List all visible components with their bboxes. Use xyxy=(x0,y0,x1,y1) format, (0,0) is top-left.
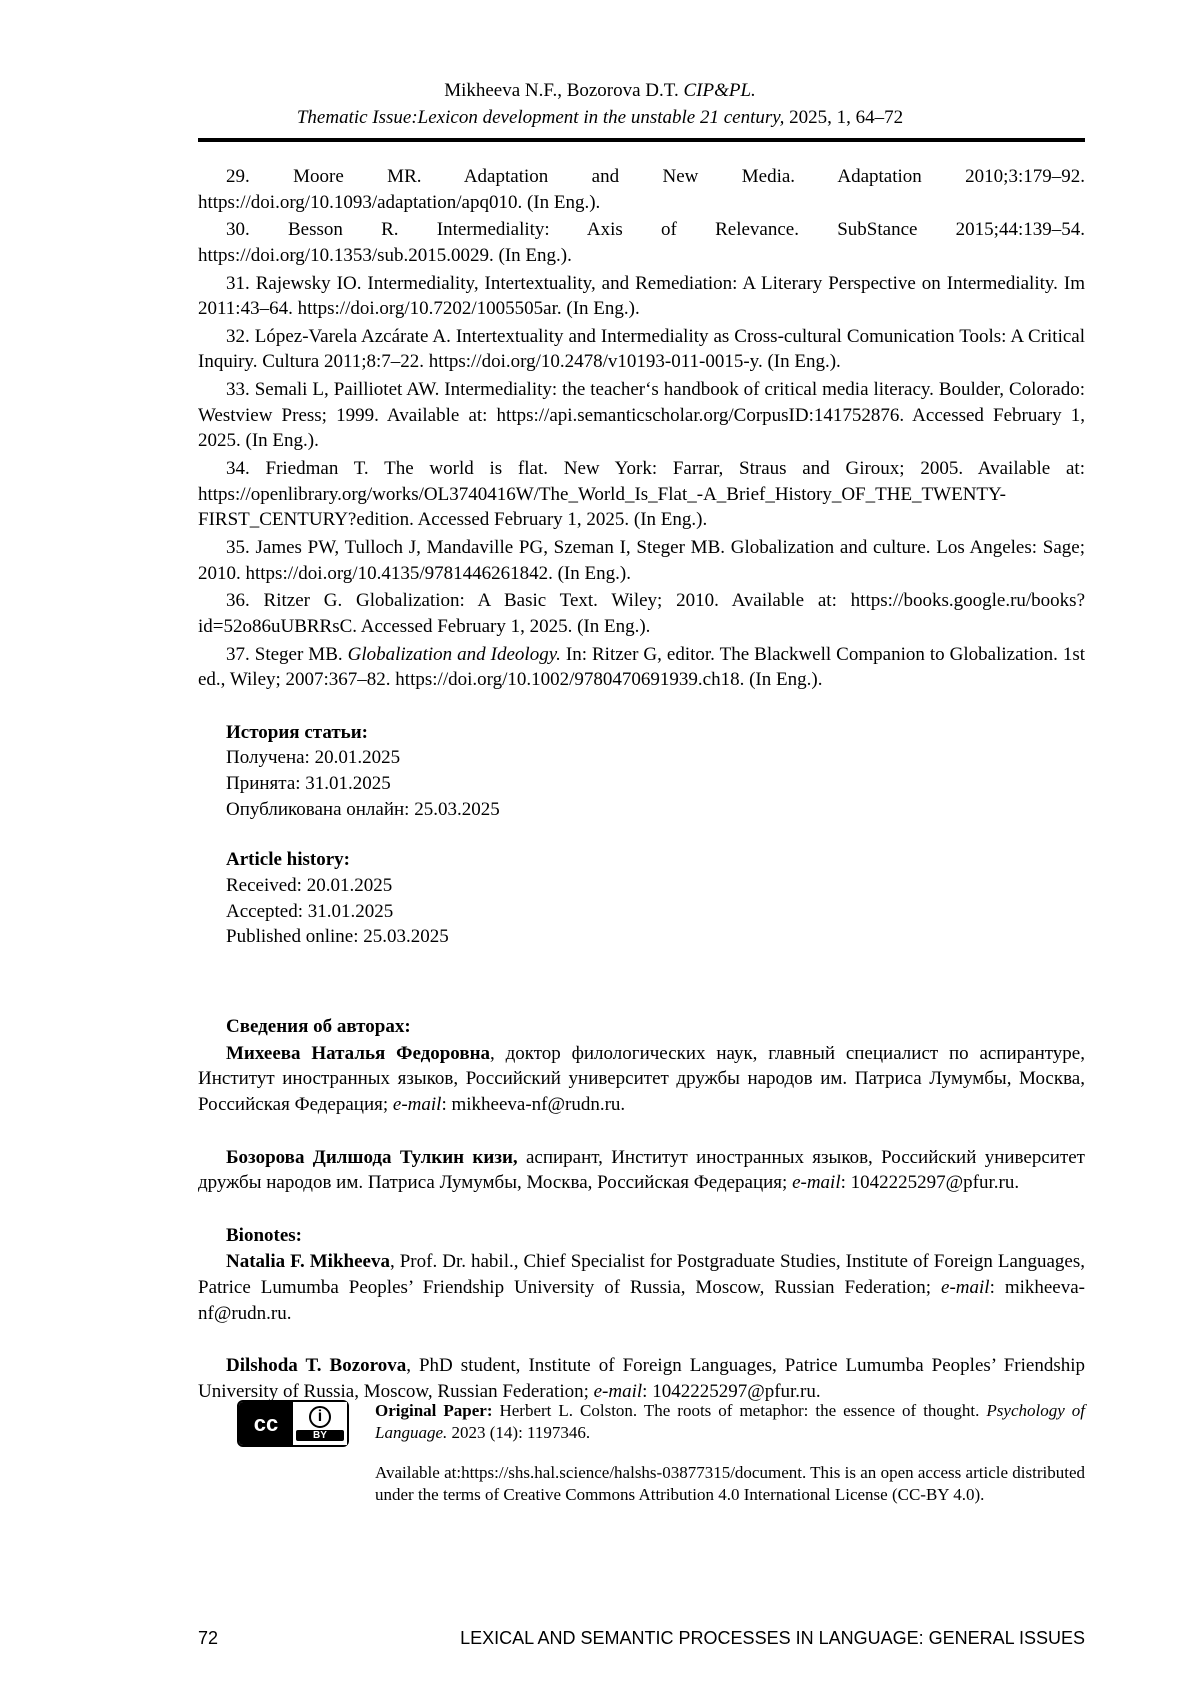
author-bio-2-ru: Бозорова Дилшода Тулкин кизи, аспирант, Институт иностранных языков, Российский университет дружбы народов им. Патриса Лумумбы, Москва, Российская Федерация; e-mail: 1042225297@pfur.ru. xyxy=(198,1146,1085,1194)
article-history-ru xyxy=(226,720,1085,823)
original-paper-citation: Original Paper: Herbert L. Colston. The roots of metaphor: the essence of thought. Psychology of Language. 2023 (14): 1197346. xyxy=(375,1401,1085,1443)
by-text-label: BY xyxy=(296,1430,345,1441)
reference-item: 29. Moore MR. Adaptation and New Media. Adaptation 2010;3:179–92. https://doi.org/10.1093/adaptation/apq010. (In Eng.). xyxy=(198,166,1085,213)
header-separator xyxy=(198,138,1085,142)
reference-item: 34. Friedman T. The world is flat. New York: Farrar, Straus and Giroux; 2005. Available at: https://openlibrary.org/works/OL3740416W/The_World_Is_Flat_-A_Brief_History_OF_THE_TWENTY-FIRST_CENTURY?edition. Accessed February 1, 2025. (In Eng.). xyxy=(198,458,1085,531)
author-info-ru xyxy=(198,1014,1085,1196)
authors-title-en: Bionotes: xyxy=(226,1224,302,1246)
reference-item: 35. James PW, Tulloch J, Mandaville PG, Szeman I, Steger MB. Globalization and culture. Los Angeles: Sage; 2010. https://doi.org/10.4135/9781446261842. (In Eng.). xyxy=(198,536,1085,584)
author-information xyxy=(198,1014,1085,1405)
article-history-en xyxy=(226,847,1085,950)
reference-item: 33. Semali L, Pailliotet AW. Intermediality: the teacher‘s handbook of critical media literacy. Boulder, Colorado: Westview Press; 1999. Available at: https://api.semanticscholar.org/CorpusID:141752876. Accessed February 1, 2025. (In Eng.). xyxy=(198,379,1085,452)
reference-item: 32. López-Varela Azcárate A. Intertextuality and Intermediality as Cross-cultural Comunication Tools: A Critical Inquiry. Cultura 2011;8:7–22. https://doi.org/10.2478/v10193-011-0015-y. (In Eng.). xyxy=(198,325,1085,373)
history-title-ru: История статьи: xyxy=(226,721,368,743)
main-content xyxy=(198,164,1085,1405)
author-bio-2-en: Dilshoda T. Bozorova, PhD student, Institute of Foreign Languages, Patrice Lumumba Peoples’ Friendship University of Russia, Moscow, Russian Federation; e-mail: 1042225297@pfur.ru. xyxy=(198,1355,1086,1402)
by-icon-part xyxy=(293,1402,347,1445)
page-header xyxy=(0,78,1200,131)
author-info-en xyxy=(198,1223,1085,1405)
history-published-en: Published online: 25.03.2025 xyxy=(226,926,449,948)
license-text xyxy=(375,1400,1085,1506)
header-line-1: Mikheeva N.F., Bozorova D.T. CIP&PL. xyxy=(444,80,756,101)
cc-by-logo xyxy=(237,1400,349,1447)
history-published-ru: Опубликована онлайн: 25.03.2025 xyxy=(226,798,500,820)
reference-item: 30. Besson R. Intermediality: Axis of Relevance. SubStance 2015;44:139–54. https://doi.org/10.1353/sub.2015.0029. (In Eng.). xyxy=(198,219,1085,266)
history-accepted-en: Accepted: 31.01.2025 xyxy=(226,900,394,922)
section-title: LEXICAL AND SEMANTIC PROCESSES IN LANGUAGE: GENERAL ISSUES xyxy=(460,1628,1085,1648)
page-number: 72 xyxy=(198,1628,219,1648)
author-bio-1-en: Natalia F. Mikheeva, Prof. Dr. habil., Chief Specialist for Postgraduate Studies, Institute of Foreign Languages, Patrice Lumumba Peoples’ Friendship University of Russia, Moscow, Russian Federation; e-mail: mikheeva-nf@rudn.ru. xyxy=(198,1251,1085,1324)
author-bio-1-ru: Михеева Наталья Федоровна, доктор филологических наук, главный специалист по аспирантуре, Институт иностранных языков, Российский университет дружбы народов им. Патриса Лумумбы, Москва, Российская Федерация; e-mail: mikheeva-nf@rudn.ru. xyxy=(198,1042,1085,1115)
authors-title-ru: Сведения об авторах: xyxy=(226,1015,411,1037)
header-line-2: Thematic Issue:Lexicon development in the unstable 21 century, 2025, 1, 64–72 xyxy=(296,106,904,128)
page-footer xyxy=(198,1628,1085,1649)
history-received-ru: Получена: 20.01.2025 xyxy=(226,747,401,769)
history-accepted-ru: Принята: 31.01.2025 xyxy=(226,773,391,795)
reference-list xyxy=(198,164,1085,693)
cc-icon-part: cc xyxy=(239,1402,293,1445)
license-information xyxy=(237,1400,1085,1506)
reference-item: 31. Rajewsky IO. Intermediality, Intertextuality, and Remediation: A Literary Perspective on Intermediality. Im 2011:43–64. https://doi.org/10.7202/1005505ar. (In Eng.). xyxy=(198,272,1085,320)
reference-item: 37. Steger MB. Globalization and Ideology. In: Ritzer G, editor. The Blackwell Companion to Globalization. 1st ed., Wiley; 2007:367–82. https://doi.org/10.1002/9780470691939.ch18. (In Eng.). xyxy=(198,643,1085,691)
reference-item: 36. Ritzer G. Globalization: A Basic Text. Wiley; 2010. Available at: https://books.google.ru/books?id=52o86uUBRRsC. Accessed February 1, 2025. (In Eng.). xyxy=(198,590,1085,637)
by-person-icon: i xyxy=(309,1406,331,1428)
history-title-en: Article history: xyxy=(226,849,350,871)
history-received-en: Received: 20.01.2025 xyxy=(226,875,393,897)
license-availability: Available at:https://shs.hal.science/halshs-03877315/document. This is an open access article distributed under the terms of Creative Commons Attribution 4.0 International License (CC-BY 4.0). xyxy=(375,1463,1085,1505)
